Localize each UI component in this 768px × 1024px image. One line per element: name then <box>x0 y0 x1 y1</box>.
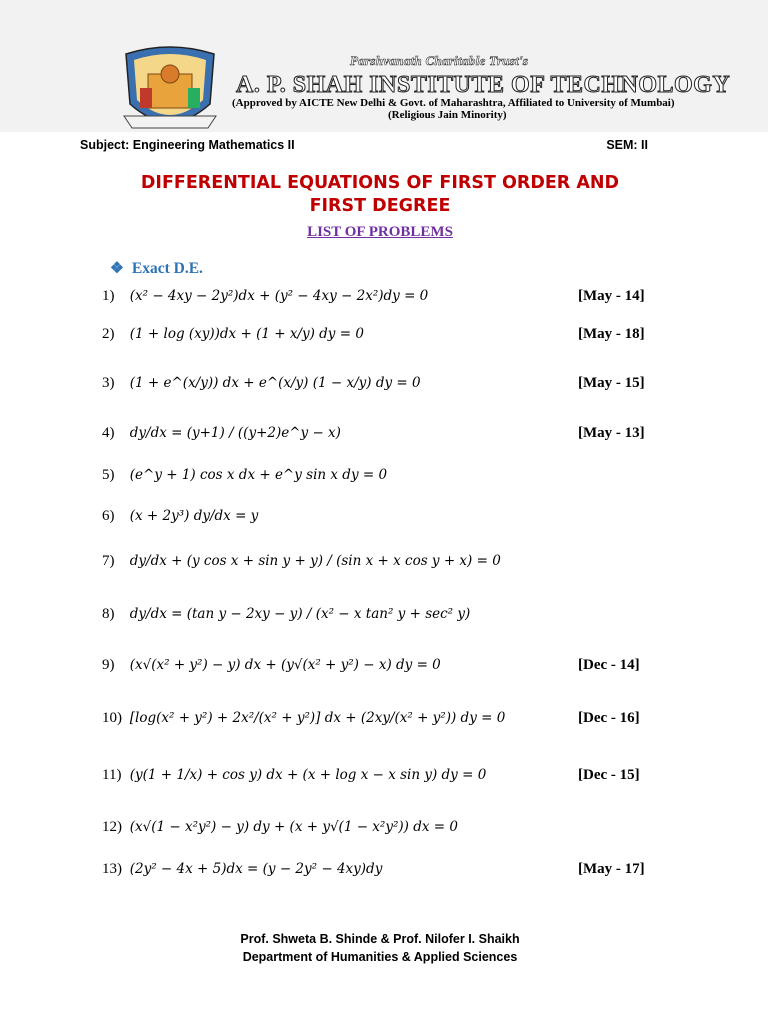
problem-item <box>102 425 341 442</box>
problem-number: 4) <box>102 425 115 441</box>
footer-department: Department of Humanities & Applied Sciences <box>242 950 518 964</box>
problem-equation: [log(x² + y²) + 2x²/(x² + y²)] dx + (2xy/(x² + y²)) dy = 0 <box>129 710 506 726</box>
problem-number: 11) <box>102 767 122 783</box>
problem-number: 2) <box>102 326 115 342</box>
exam-reference: [May - 15] <box>578 375 645 391</box>
page-title <box>80 172 680 218</box>
diamond-bullet-icon: ❖ <box>110 260 124 277</box>
problem-item <box>102 657 441 674</box>
problem-item <box>102 710 505 727</box>
problem-item <box>102 767 486 784</box>
exam-reference: [Dec - 15] <box>578 767 640 783</box>
problem-equation: dy/dx = (y+1) / ((y+2)e^y − x) <box>129 425 341 441</box>
title-line-2: FIRST DEGREE <box>309 196 451 216</box>
problem-number: 3) <box>102 375 115 391</box>
problem-item <box>102 288 428 305</box>
exam-reference: [May - 13] <box>578 425 645 441</box>
problem-equation: (x² − 4xy − 2y²)dx + (y² − 4xy − 2x²)dy = 0 <box>129 288 429 304</box>
list-heading: LIST OF PROBLEMS <box>307 224 453 240</box>
trust-name: Parshvanath Charitable Trust's <box>350 53 529 68</box>
exam-reference: [May - 17] <box>578 861 645 877</box>
letterhead <box>0 0 768 132</box>
section-heading <box>110 259 203 278</box>
problem-item <box>102 606 470 623</box>
problem-item <box>102 819 458 836</box>
problem-equation: dy/dx = (tan y − 2xy − y) / (x² − x tan² y + sec² y) <box>129 606 471 622</box>
exam-reference: [Dec - 16] <box>578 710 640 726</box>
problem-number: 12) <box>102 819 122 835</box>
semester-label: SEM: II <box>606 138 648 152</box>
problem-number: 1) <box>102 288 115 304</box>
problem-number: 8) <box>102 606 115 622</box>
subject-label: Subject: Engineering Mathematics II <box>80 138 295 152</box>
title-line-1: DIFFERENTIAL EQUATIONS OF FIRST ORDER AND <box>140 173 620 193</box>
problem-equation: (1 + log (xy))dx + (1 + x/y) dy = 0 <box>129 326 364 342</box>
problem-number: 9) <box>102 657 115 673</box>
problem-equation: dy/dx + (y cos x + sin y + y) / (sin x + x cos y + x) = 0 <box>129 553 501 569</box>
footer-authors: Prof. Shweta B. Shinde & Prof. Nilofer I. Shaikh <box>240 932 520 946</box>
problem-number: 7) <box>102 553 115 569</box>
problem-number: 6) <box>102 508 115 524</box>
problem-equation: (x√(1 − x²y²) − y) dy + (x + y√(1 − x²y²)) dx = 0 <box>129 819 458 835</box>
problem-item <box>102 375 421 392</box>
exam-reference: [Dec - 14] <box>578 657 640 673</box>
problem-equation: (2y² − 4x + 5)dx = (y − 2y² − 4xy)dy <box>129 861 383 877</box>
problem-equation: (e^y + 1) cos x dx + e^y sin x dy = 0 <box>129 467 388 483</box>
problem-item <box>102 326 364 343</box>
institute-logo <box>118 44 222 136</box>
problem-item <box>102 861 382 878</box>
problem-number: 5) <box>102 467 115 483</box>
exam-reference: [May - 18] <box>578 326 645 342</box>
problem-number: 13) <box>102 861 122 877</box>
problem-equation: (y(1 + 1/x) + cos y) dx + (x + log x − x sin y) dy = 0 <box>129 767 487 783</box>
problem-equation: (x + 2y³) dy/dx = y <box>129 508 259 524</box>
problem-number: 10) <box>102 710 122 726</box>
problem-item <box>102 467 387 484</box>
minority-text: (Religious Jain Minority) <box>388 109 507 121</box>
problem-equation: (1 + e^(x/y)) dx + e^(x/y) (1 − x/y) dy = 0 <box>129 375 421 391</box>
problem-item <box>102 508 258 525</box>
exam-reference: [May - 14] <box>578 288 645 304</box>
institute-name: A. P. SHAH INSTITUTE OF TECHNOLOGY <box>236 72 731 98</box>
approval-text: (Approved by AICTE New Delhi & Govt. of Maharashtra, Affiliated to University of Mumbai) <box>232 97 675 109</box>
section-label: Exact D.E. <box>131 260 203 277</box>
problem-item <box>102 553 501 570</box>
problem-equation: (x√(x² + y²) − y) dx + (y√(x² + y²) − x) dy = 0 <box>129 657 441 673</box>
